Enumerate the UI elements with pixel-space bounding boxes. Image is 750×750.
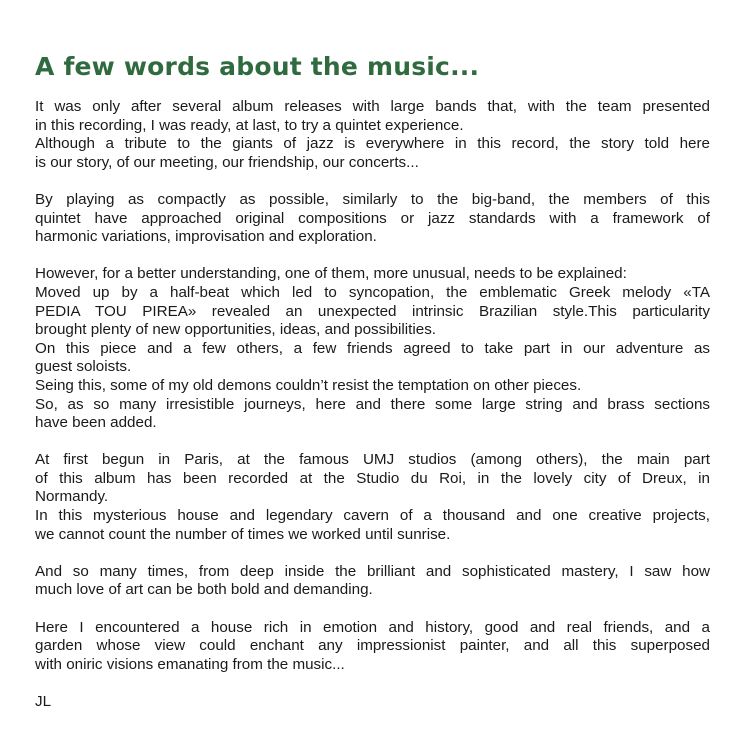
- text-line: garden whose view could enchant any impressionist painter, and all this superposed: [35, 637, 710, 655]
- liner-notes-page: [35, 50, 710, 712]
- text-line: And so many times, from deep inside the brilliant and sophisticated mastery, I saw how: [35, 562, 710, 580]
- liner-notes-body: [35, 98, 710, 674]
- text-line: we cannot count the number of times we worked until sunrise.: [35, 525, 451, 543]
- text-line: However, for a better understanding, one of them, more unusual, needs to be explained:: [35, 265, 627, 283]
- text-line: At first begun in Paris, at the famous UMJ studios (among others), the main part: [35, 451, 710, 469]
- text-line: Here I encountered a house rich in emotion and history, good and real friends, and a: [35, 618, 710, 636]
- paragraph: [35, 191, 710, 247]
- paragraph: [35, 451, 710, 544]
- text-line: with oniric visions emanating from the music...: [35, 655, 345, 673]
- text-line: PEDIA TOU PIREA» revealed an unexpected intrinsic Brazilian style.This particularity: [35, 302, 710, 320]
- text-line: In this mysterious house and legendary cavern of a thousand and one creative projects,: [35, 507, 710, 525]
- text-line: harmonic variations, improvisation and exploration.: [35, 228, 377, 246]
- text-line: brought plenty of new opportunities, ideas, and possibilities.: [35, 321, 437, 339]
- text-line: It was only after several album releases with large bands that, with the team presented: [35, 98, 710, 115]
- signature: JL: [35, 693, 52, 710]
- text-line: guest soloists.: [35, 358, 132, 376]
- text-line: Seing this, some of my old demons couldn’t resist the temptation on other pieces.: [35, 376, 582, 394]
- text-line: in this recording, I was ready, at last, to try a quintet experience.: [35, 116, 464, 134]
- text-line: Although a tribute to the giants of jazz is everywhere in this record, the story told here: [35, 135, 710, 153]
- paragraph: [35, 563, 710, 600]
- page-title: A few words about the music...: [35, 52, 480, 81]
- text-line: So, as so many irresistible journeys, here and there some large string and brass sections: [35, 395, 710, 413]
- text-line: Normandy.: [35, 488, 109, 506]
- text-line: Moved up by a half-beat which led to syncopation, the emblematic Greek melody «TA: [35, 283, 710, 301]
- paragraph: [35, 619, 710, 675]
- text-line: is our story, of our meeting, our friendship, our concerts...: [35, 153, 419, 171]
- text-line: of this album has been recorded at the Studio du Roi, in the lovely city of Dreux, in: [35, 469, 710, 487]
- text-line: have been added.: [35, 414, 157, 432]
- text-line: quintet have approached original compositions or jazz standards with a framework of: [35, 209, 710, 227]
- paragraph: [35, 265, 710, 432]
- paragraph: [35, 98, 710, 172]
- text-line: By playing as compactly as possible, similarly to the big-band, the members of this: [35, 190, 710, 208]
- text-line: much love of art can be both bold and demanding.: [35, 581, 373, 599]
- text-line: On this piece and a few others, a few friends agreed to take part in our adventure as: [35, 339, 710, 357]
